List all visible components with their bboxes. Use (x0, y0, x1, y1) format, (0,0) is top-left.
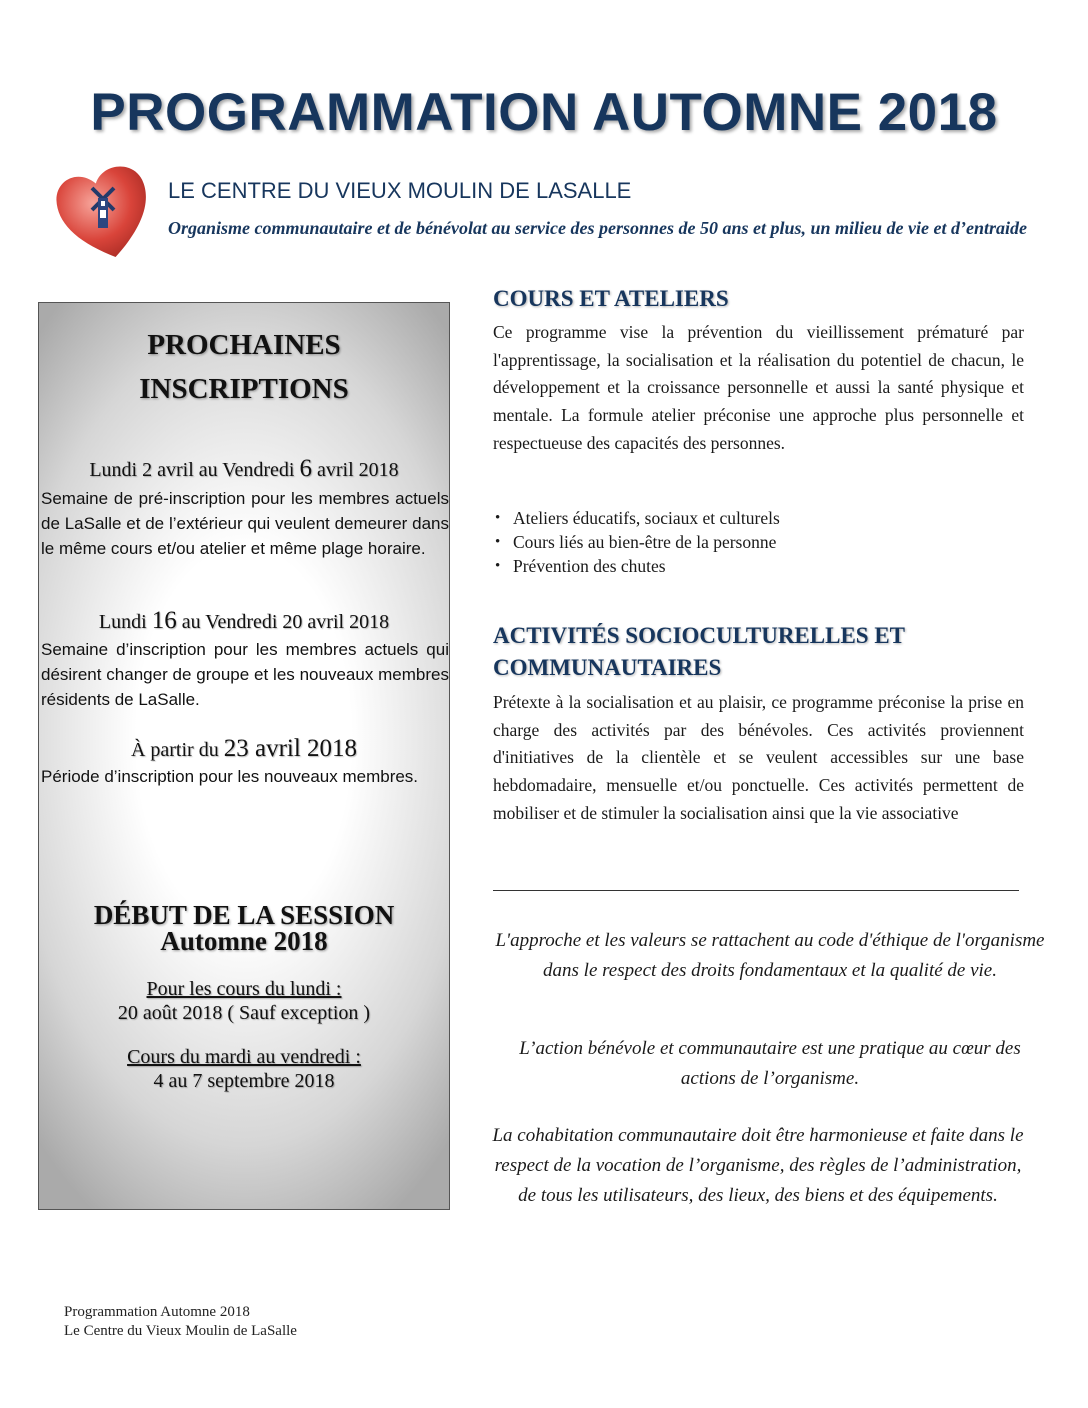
footer (64, 1303, 297, 1341)
cours-heading: COURS ET ATELIERS (493, 286, 729, 311)
divider (493, 890, 1019, 891)
heart-windmill-logo (52, 158, 160, 266)
values-paragraph-3: La cohabitation communautaire doit être harmonieuse et faite dans le respect de la vocation de l’organisme, des règles de l’administration, de tous les utilisateurs, des lieux, des biens et des équipements. (492, 1125, 1024, 1206)
weekday-label: Cours du mardi au vendredi : (127, 1046, 361, 1068)
activites-body: Prétexte à la socialisation et au plaisir, ce programme préconise la prise en charge des activités par des bénévoles. Ces activités proviennent d'initiatives de la clientèle et se veulent accessibles sur une base hebdomadaire, mensuelle et/ou ponctuelle. Ces activités permettent de mobiliser et de stimuler la socialisation ainsi que la vie associative (493, 692, 1024, 823)
monday-label: Pour les cours du lundi : (146, 978, 342, 1000)
session-subheading: Automne 2018 (160, 926, 328, 956)
organization-name: LE CENTRE DU VIEUX MOULIN DE LASALLE (168, 178, 632, 203)
activites-heading-line1: ACTIVITÉS SOCIOCULTURELLES ET (493, 623, 906, 648)
organization-tagline: Organisme communautaire et de bénévolat au service des personnes de 50 ans et plus, un milieu de vie et d’entraide (168, 218, 1027, 238)
values-paragraph-1: L'approche et les valeurs se rattachent au code d'éthique de l'organisme dans le respect des droits fondamentaux et la qualité de vie. (495, 930, 1045, 981)
list-item: • Ateliers éducatifs, sociaux et culturels (493, 506, 780, 530)
period1-description: Semaine de pré-inscription pour les membres actuels de LaSalle et de l’extérieur qui veulent demeurer dans le même cours et/ou atelier et même plage horaire. (41, 489, 449, 558)
period1-title: Lundi 2 avril au Vendredi 6 avril 2018 (89, 455, 399, 482)
list-item: • Cours liés au bien-être de la personne (493, 530, 780, 554)
cours-bullet-list (493, 506, 780, 578)
session-heading: DÉBUT DE LA SESSION (93, 900, 395, 930)
inscriptions-panel (38, 302, 450, 1210)
cours-body: Ce programme vise la prévention du vieillissement prématuré par l'apprentissage, la socialisation et la réalisation du potentiel de chacun, le développement et la croissance personnelle et aussi la santé physique et mentale. La formule atelier préconise une approche plus personnelle et respectueuse des capacités des personnes. (493, 322, 1024, 453)
values-paragraph-2: L’action bénévole et communautaire est une pratique au cœur des actions de l’organisme. (519, 1038, 1021, 1089)
footer-line-2: Le Centre du Vieux Moulin de LaSalle (64, 1323, 297, 1339)
weekday-date: 4 au 7 septembre 2018 (153, 1070, 335, 1092)
inscriptions-heading-line1: PROCHAINES (147, 329, 341, 361)
monday-date: 20 août 2018 ( Sauf exception ) (117, 1002, 371, 1024)
inscriptions-heading-line2: INSCRIPTIONS (139, 373, 349, 405)
page-title: PROGRAMMATION AUTOMNE 2018 (90, 83, 998, 142)
list-item: • Prévention des chutes (493, 554, 780, 578)
footer-line-1: Programmation Automne 2018 (64, 1304, 250, 1320)
activites-heading-line2: COMMUNAUTAIRES (493, 655, 722, 680)
period2-description: Semaine d’inscription pour les membres actuels qui désirent changer de groupe et les nouveaux membres résidents de LaSalle. (41, 640, 449, 709)
period3-description: Période d’inscription pour les nouveaux membres. (41, 767, 419, 786)
period2-title: Lundi 16 au Vendredi 20 avril 2018 (98, 607, 390, 634)
period3-title: À partir du 23 avril 2018 (130, 735, 358, 762)
